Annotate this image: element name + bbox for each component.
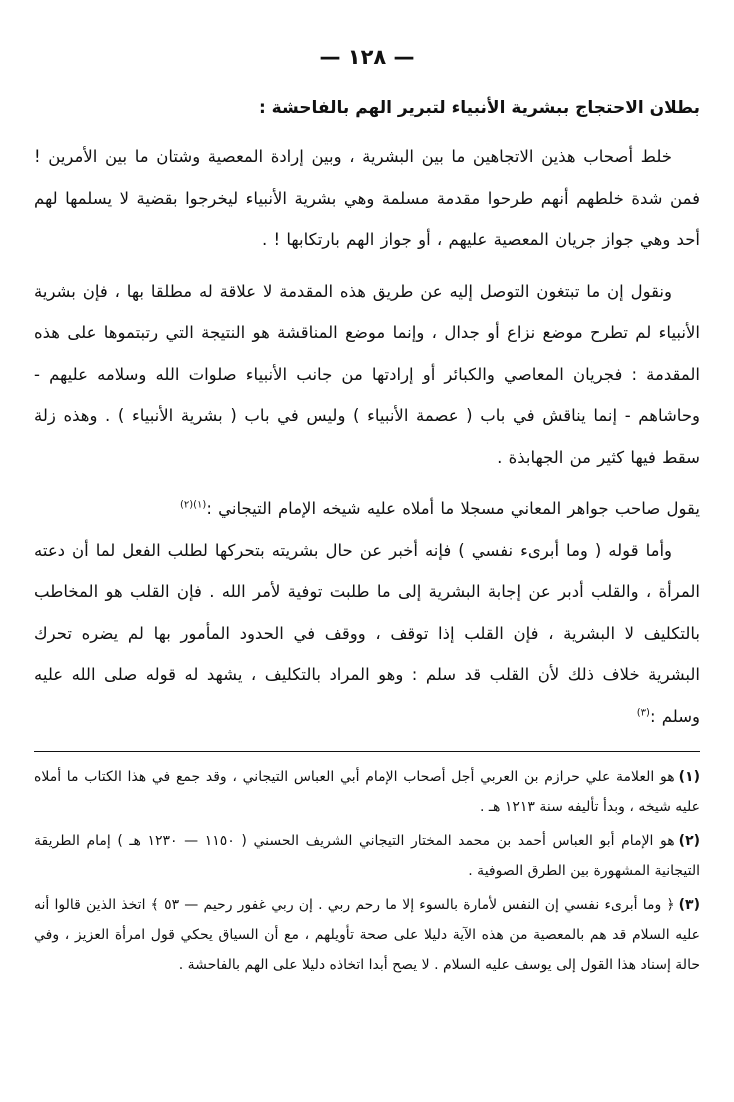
paragraph-3-text: يقول صاحب جواهر المعاني مسجلا ما أملاه عليه شيخه الإمام التيجاني : xyxy=(206,499,700,518)
paragraph-gap xyxy=(34,261,700,271)
footnote-ref-3: (٣) xyxy=(636,707,650,718)
paragraph-gap xyxy=(34,478,700,488)
paragraph-3 xyxy=(34,488,700,530)
footnote-1 xyxy=(34,762,700,822)
footnote-ref-1: (١) xyxy=(193,499,207,511)
paragraph-4 xyxy=(34,530,700,738)
footnote-number: (٣) xyxy=(678,897,700,913)
footnote-text: ﴿ وما أبرىء نفسي إن النفس لأمارة بالسوء إلا ما رحم ربي . إن ربي غفور رحيم — ٥٣ ﴾ اتخذ الذين قالوا أنه عليه السلام قد هم بالمعصية من هذه الآية دليلا على صحة تأويلهم ، مع أن السياق يحكي قول امرأة العزيز ، وفي حالة إسناد هذا القول إلى يوسف عليه السلام . لا يصح أبدا اتخاذه دليلا على الهم بالفاحشة . xyxy=(34,897,700,973)
footnote-ref-2: (٢) xyxy=(179,499,194,511)
paragraph-1: خلط أصحاب هذين الاتجاهين ما بين البشرية ، وبين إرادة المعصية وشتان ما بين الأمرين ! فمن شدة خلطهم أنهم طرحوا مقدمة مسلمة وهي بشرية الأنبياء ليخرجوا بقضية لا يسلمها لهم أحد وهي جواز جريان المعصية عليهم ، أو جواز الهم بارتكابها ! . xyxy=(34,147,700,249)
paragraph-4-text: وأما قوله ( وما أبرىء نفسي ) فإنه أخبر عن حال بشريته بتحركها لطلب الفعل لما أن دعته المرأة ، والقلب أدبر عن إجابة البشرية إلى ما طلبت توفية لأمر الله . فإن القلب هو المخاطب بالتكليف لا البشرية ، فإن القلب إذا توقف ، ووقف في الحدود المأمور بها لم يضره تحرك البشرية خلاف ذلك لأن القلب قد سلم : وهو المراد بالتكليف ، يشهد له قوله صلى الله عليه وسلم : xyxy=(34,540,700,726)
footnote-2 xyxy=(34,826,700,886)
footnote-divider xyxy=(34,751,700,752)
footnote-3 xyxy=(34,890,700,980)
footnote-number: (٢) xyxy=(678,833,701,849)
footnote-number: (١) xyxy=(678,769,700,785)
paragraph-2: ونقول إن ما تبتغون التوصل إليه عن طريق هذه المقدمة لا علاقة له مطلقا بها ، فإن بشرية الأنبياء لم تطرح موضع نزاع أو جدال ، وإنما موضع المناقشة هو النتيجة التي رتبتموها على هذه المقدمة : فجريان المعاصي والكبائر أو إرادتها من جانب الأنبياء صلوات الله وسلامه عليهم - وحاشاهم - إنما يناقش في باب ( عصمة الأنبياء ) وليس في باب ( بشرية الأنبياء ) . وهذه زلة سقط فيها كثير من الجهابذة . xyxy=(34,281,700,467)
footnote-text: هو العلامة علي حرازم بن العربي أجل أصحاب الإمام أبي العباس التيجاني ، وقد جمع في هذا الكتاب ما أملاه عليه شيخه ، وبدأ تأليفه سنة ١٢١٣ هـ . xyxy=(34,769,700,815)
section-heading: بطلان الاحتجاج ببشرية الأنبياء لتبرير الهم بالفاحشة : xyxy=(258,98,700,118)
page-number: — ١٢٨ — xyxy=(319,45,415,69)
footnote-text: هو الإمام أبو العباس أحمد بن محمد المختار التيجاني الشريف الحسني ( ١١٥٠ — ١٢٣٠ هـ ) إمام الطريقة التيجانية المشهورة بين الطرق الصوفية . xyxy=(34,833,700,879)
document-page xyxy=(34,40,700,984)
